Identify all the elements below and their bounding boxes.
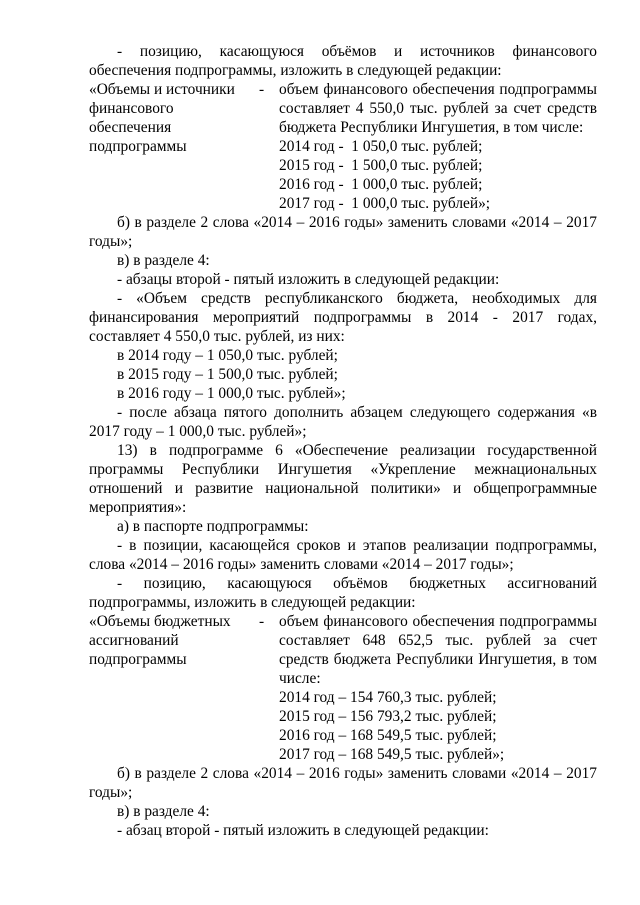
table-dash: -: [259, 81, 265, 98]
year-line: 2015 год - 1 500,0 тыс. рублей;: [279, 157, 483, 174]
year-line: 2015 год – 156 793,2 тыс. рублей;: [279, 708, 497, 725]
year-line: 2017 год - 1 000,0 тыс. рублей»;: [279, 195, 491, 212]
paragraph-section-4: в) в разделе 4:: [117, 252, 210, 269]
paragraph-position-allocations: - позицию, касающуюся объёмов бюджетных ассигнований подпрограммы, изложить в следующей редакции:: [89, 575, 597, 611]
year-line: 2017 год – 168 549,5 тыс. рублей»;: [279, 746, 505, 763]
paragraph-section-2-second: б) в разделе 2 слова «2014 – 2016 годы» заменить словами «2014 – 2017 годы»;: [89, 765, 597, 801]
table-value: [279, 80, 597, 213]
paragraph-budget-volume: - «Объем средств республиканского бюджета, необходимых для финансирования мероприятий подпрограммы в 2014 - 2017 годах, составляет 4 550,0 тыс. рублей, из них:: [89, 290, 597, 345]
paragraph-terms: - в позиции, касающейся сроков и этапов реализации подпрограммы, слова «2014 – 2016 годы» заменить словами «2014 – 2017 годы»;: [89, 537, 597, 573]
document-body: [89, 42, 597, 840]
year-line: 2014 год – 154 760,3 тыс. рублей;: [279, 689, 497, 706]
year-line: 2014 год - 1 050,0 тыс. рублей;: [279, 138, 483, 155]
paragraph-subprogram-6: 13) в подпрограмме 6 «Обеспечение реализации государственной программы Республики Ингушетия «Укрепление межнациональных отношений и развитие национальной политики» и общепрограммные мероприятия»:: [89, 442, 597, 516]
passport-table-financing: [89, 80, 597, 213]
table-value: [279, 612, 597, 764]
paragraph-add-2017: - после абзаца пятого дополнить абзацем следующего содержания «в 2017 году – 1 000,0 тыс. рублей»;: [89, 404, 597, 440]
table-dash: -: [259, 613, 265, 630]
paragraph-section-4-second: в) в разделе 4:: [117, 803, 210, 820]
paragraph-abzac-second: - абзац второй - пятый изложить в следующей редакции:: [117, 822, 489, 839]
table-value-text: объем финансового обеспечения подпрограммы составляет 648 652,5 тыс. рублей за счет средств бюджета Республики Ингушетия, в том числе:: [279, 613, 597, 687]
table-label: «Объемы и источники финансового обеспечения подпрограммы: [89, 81, 235, 155]
paragraph-abzacy: - абзацы второй - пятый изложить в следующей редакции:: [117, 271, 500, 288]
paragraph-year-2016: в 2016 году – 1 000,0 тыс. рублей»;: [117, 385, 346, 402]
paragraph-section-2: б) в разделе 2 слова «2014 – 2016 годы» заменить словами «2014 – 2017 годы»;: [89, 214, 597, 250]
paragraph-year-2015: в 2015 году – 1 500,0 тыс. рублей;: [117, 366, 338, 383]
paragraph-year-2014: в 2014 году – 1 050,0 тыс. рублей;: [117, 347, 338, 364]
passport-table-allocations: [89, 612, 597, 764]
year-line: 2016 год – 168 549,5 тыс. рублей;: [279, 727, 497, 744]
paragraph-position-financing: - позицию, касающуюся объёмов и источников финансового обеспечения подпрограммы, изложить в следующей редакции:: [89, 43, 597, 79]
table-label: «Объемы бюджетных ассигнований подпрограммы: [89, 613, 231, 668]
paragraph-passport: а) в паспорте подпрограммы:: [117, 518, 309, 535]
table-value-text: объем финансового обеспечения подпрограммы составляет 4 550,0 тыс. рублей за счет средств бюджета Республики Ингушетия, в том числе:: [279, 81, 597, 136]
year-line: 2016 год - 1 000,0 тыс. рублей;: [279, 176, 483, 193]
